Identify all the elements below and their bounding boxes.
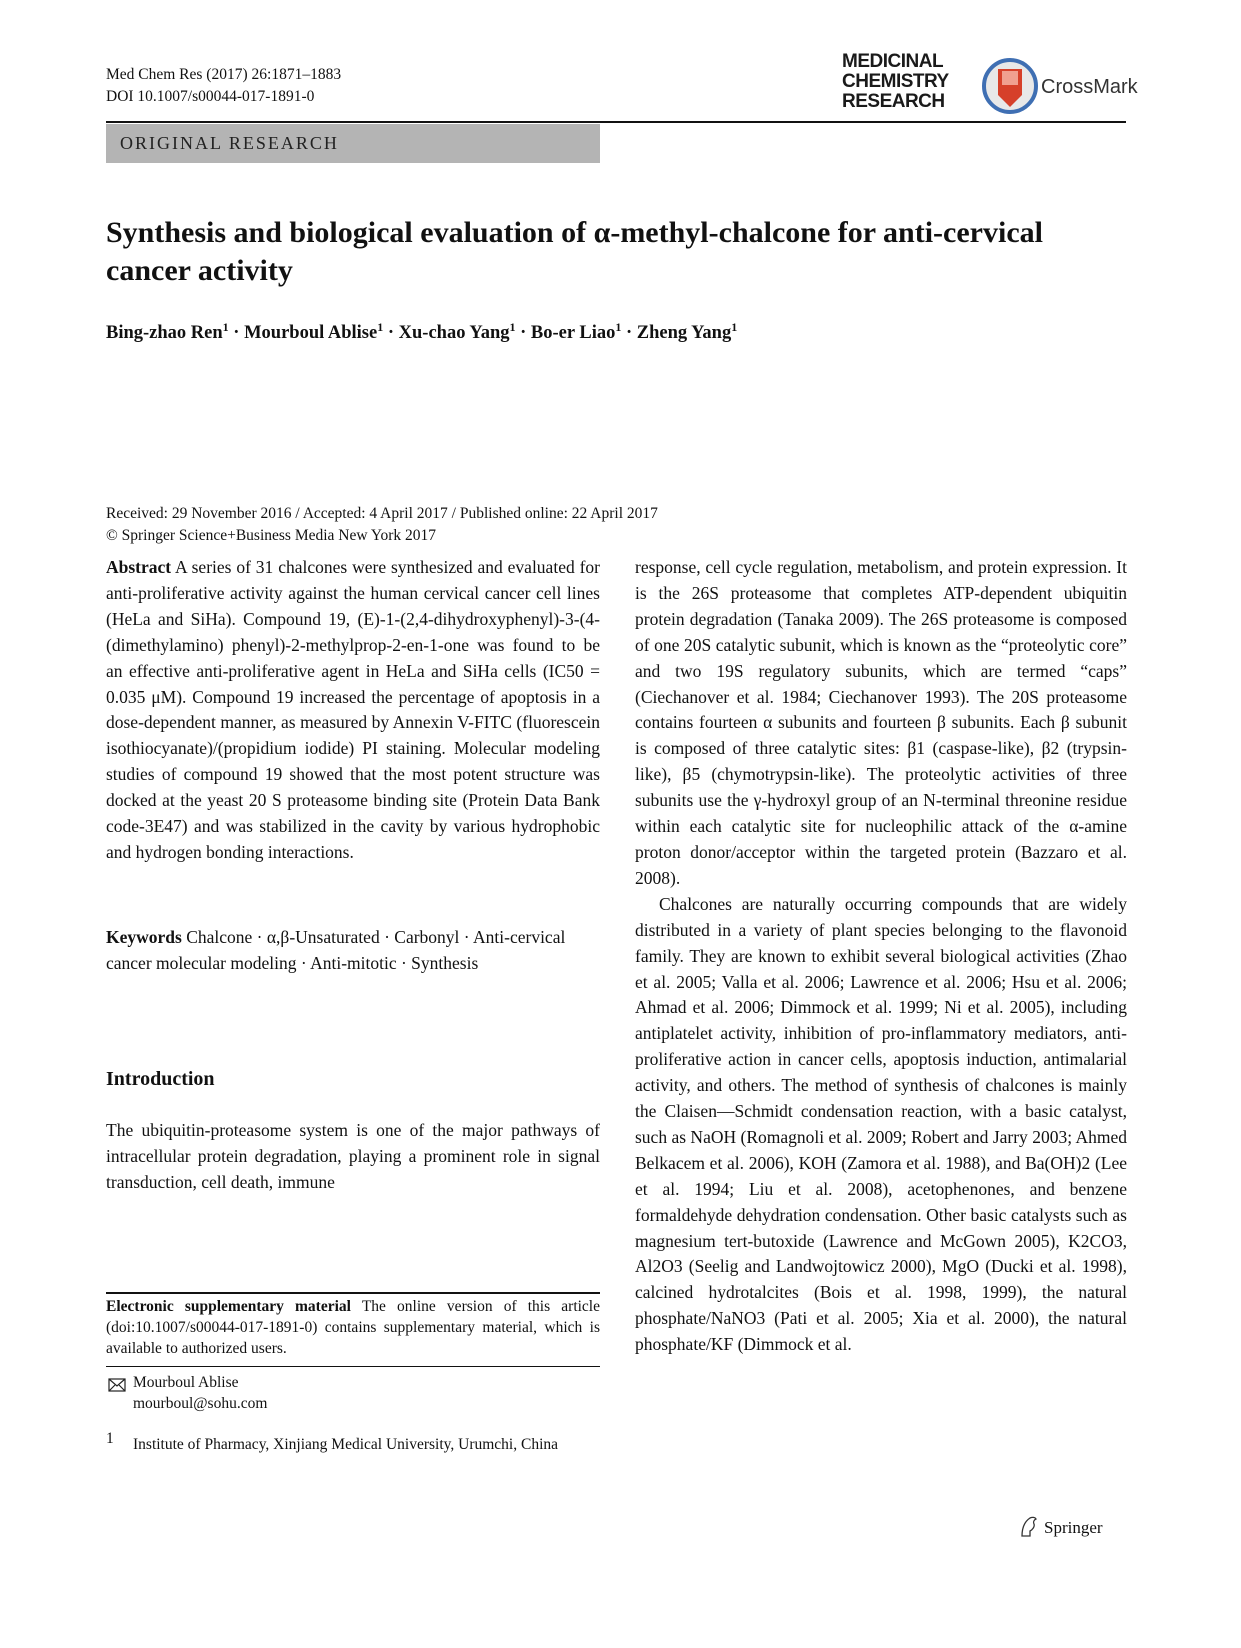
section-label: ORIGINAL RESEARCH [120,133,339,153]
author-aff: 1 [615,319,622,334]
author-list: Bing-zhao Ren$^1$ · Mourboul Ablise$^1$ · Xu-chao Yang$^1$ · Bo-er Liao$^1$ · Zheng Yang$^1$ [106,319,738,343]
keywords-label: Keywords [106,927,182,947]
article-title: Synthesis and biological evaluation of α-methyl-chalcone for anti-cervical cancer activity [106,216,1043,287]
esm-text: The online version of this article (doi:10.1007/s00044-017-1891-0) contains supplementary material, which is available to authorized users. [106,1298,600,1357]
intro-paragraph-right [635,555,1127,1358]
author[interactable]: Zheng Yang [636,323,732,343]
abstract-label: Abstract [106,557,172,577]
author-aff: 1 [509,319,516,334]
intro-text-para2: Chalcones are naturally occurring compounds that are widely distributed in a variety of plant species belonging to the flavonoid family. They are known to exhibit several biological activities (Zhao et al. 2005; Valla et al. 2006; Lawrence et al. 2006; Hsu et al. 2006; Ahmad et al. 2006; Dimmock et al. 1999; Ni et al. 2005), including antiplatelet activity, inhibition of pro-inflammatory mediators, anti-proliferative action in cancer cells, apoptosis induction, antimalarial activity, and others. The method of synthesis of chalcones is mainly the Claisen—Schmidt condensation reaction, with a basic catalyst, such as NaOH (Romagnoli et al. 2009; Robert and Jarry 2003; Ahmed Belkacem et al. 2006), KOH (Zamora et al. 1988), and Ba(OH)2 (Lee et al. 1994; Liu et al. 2008), acetophenones, and benzene formaldehyde dehydration condensation. Other basic catalysts such as magnesium tert-butoxide (Lawrence and McGown 2005), K2CO3, Al2O3 (Seelig and Landwojtowicz 2000), MgO (Ducki et al. 1998), calcined hydrotalcites (Bois et al. 1998, 1999), the natural phosphate/NaNO3 (Pati et al. 2005; Xia et al. 2000), the natural phosphate/KF (Dimmock et al. [635,893,1127,1355]
intro-text-left: The ubiquitin-proteasome system is one of the major pathways of intracellular protein degradation, playing a prominent role in signal transduction, cell death, immune [106,1120,600,1192]
esm-label: Electronic supplementary material [106,1298,351,1315]
affiliation-text: Institute of Pharmacy, Xinjiang Medical University, Urumchi, China [133,1436,559,1453]
copyright-line: © Springer Science+Business Media New York 2017 [106,527,437,544]
abstract-block [106,555,600,866]
doi: DOI 10.1007/s00044-017-1891-0 [106,88,315,105]
logo-line-2: CHEMISTRY [842,71,949,92]
author[interactable]: Bing-zhao Ren [106,323,223,343]
author-aff: 1 [731,319,738,334]
author[interactable]: Bo-er Liao [530,323,616,343]
dates-line: Received: 29 November 2016 / Accepted: 4 April 2017 / Published online: 22 April 2017 [106,505,658,522]
journal-reference [106,64,341,108]
section-band [106,124,600,163]
springer-horse-icon [1018,1514,1040,1538]
introduction-heading: Introduction [106,1068,215,1090]
header-rule [106,121,1126,123]
journal-logo [842,52,949,112]
logo-line-1: MEDICINAL [842,51,944,72]
corresponding-name: Mourboul Ablise [133,1374,239,1391]
logo-line-3: RESEARCH [842,91,945,112]
author[interactable]: Xu-chao Yang [398,323,510,343]
abstract-text: A series of 31 chalcones were synthesized and evaluated for anti-proliferative activity against the human cervical cancer cell lines (HeLa and SiHa). Compound 19, (E)-1-(2,4-dihydroxyphenyl)-3-(4-(dimethylamino) phenyl)-2-methylprop-2-en-1-one was found to be an effective anti-proliferative agent in HeLa and SiHa cells (IC50 = 0.035 μM). Compound 19 increased the percentage of apoptosis in a dose-dependent manner, as measured by Annexin V-FITC (fluorescein isothiocyanate)/(propidium iodide) PI staining. Molecular modeling studies of compound 19 showed that the most potent structure was docked at the yeast 20 S proteasome binding site (Protein Data Bank code-3E47) and was stabilized in the cavity by various hydrophobic and hydrogen bonding interactions. [106,557,600,862]
author[interactable]: Mourboul Ablise [244,323,378,343]
esm-footnote [106,1296,600,1359]
author-aff: 1 [222,319,229,334]
intro-paragraph-left [106,1118,600,1196]
keywords-block [106,925,600,977]
footnote-rule [106,1292,600,1294]
author-aff: 1 [377,319,384,334]
publisher-logo: Springer [1044,1518,1103,1537]
envelope-icon [108,1378,126,1392]
publication-dates [106,503,658,547]
intro-text-right: response, cell cycle regulation, metabolism, and protein expression. It is the 26S proteasome that completes ATP-dependent ubiquitin protein degradation (Tanaka 2009). The 26S proteasome is composed of one 20S catalytic subunit, which is known as the “proteolytic core” and two 19S regulatory subunits, which are termed “caps” (Ciechanover et al. 1984; Ciechanover 1993). The 20S proteasome contains fourteen α subunits and fourteen β subunits. Each β subunit is composed of three catalytic sites: β1 (caspase-like), β2 (trypsin-like), β5 (chymotrypsin-like). The proteolytic activities of three subunits use the γ-hydroxyl group of an N-terminal threonine residue within each catalytic site for nucleophilic attack of the α-amine proton donor/acceptor within the targeted protein (Bazzaro et al. 2008). [635,557,1127,888]
keywords-text: Chalcone · α,β-Unsaturated · Carbonyl · Anti-cervical cancer molecular modeling · Anti-mitotic · Synthesis [106,927,566,973]
corresponding-email[interactable]: mourboul@sohu.com [133,1395,268,1412]
corresponding-author [133,1372,267,1414]
footnote-rule-2 [106,1366,600,1367]
affiliation-number: 1 [106,1430,114,1447]
crossmark-icon[interactable] [982,57,1038,115]
crossmark-label[interactable]: CrossMark [1041,76,1138,98]
journal-citation: Med Chem Res (2017) 26:1871–1883 [106,66,342,83]
